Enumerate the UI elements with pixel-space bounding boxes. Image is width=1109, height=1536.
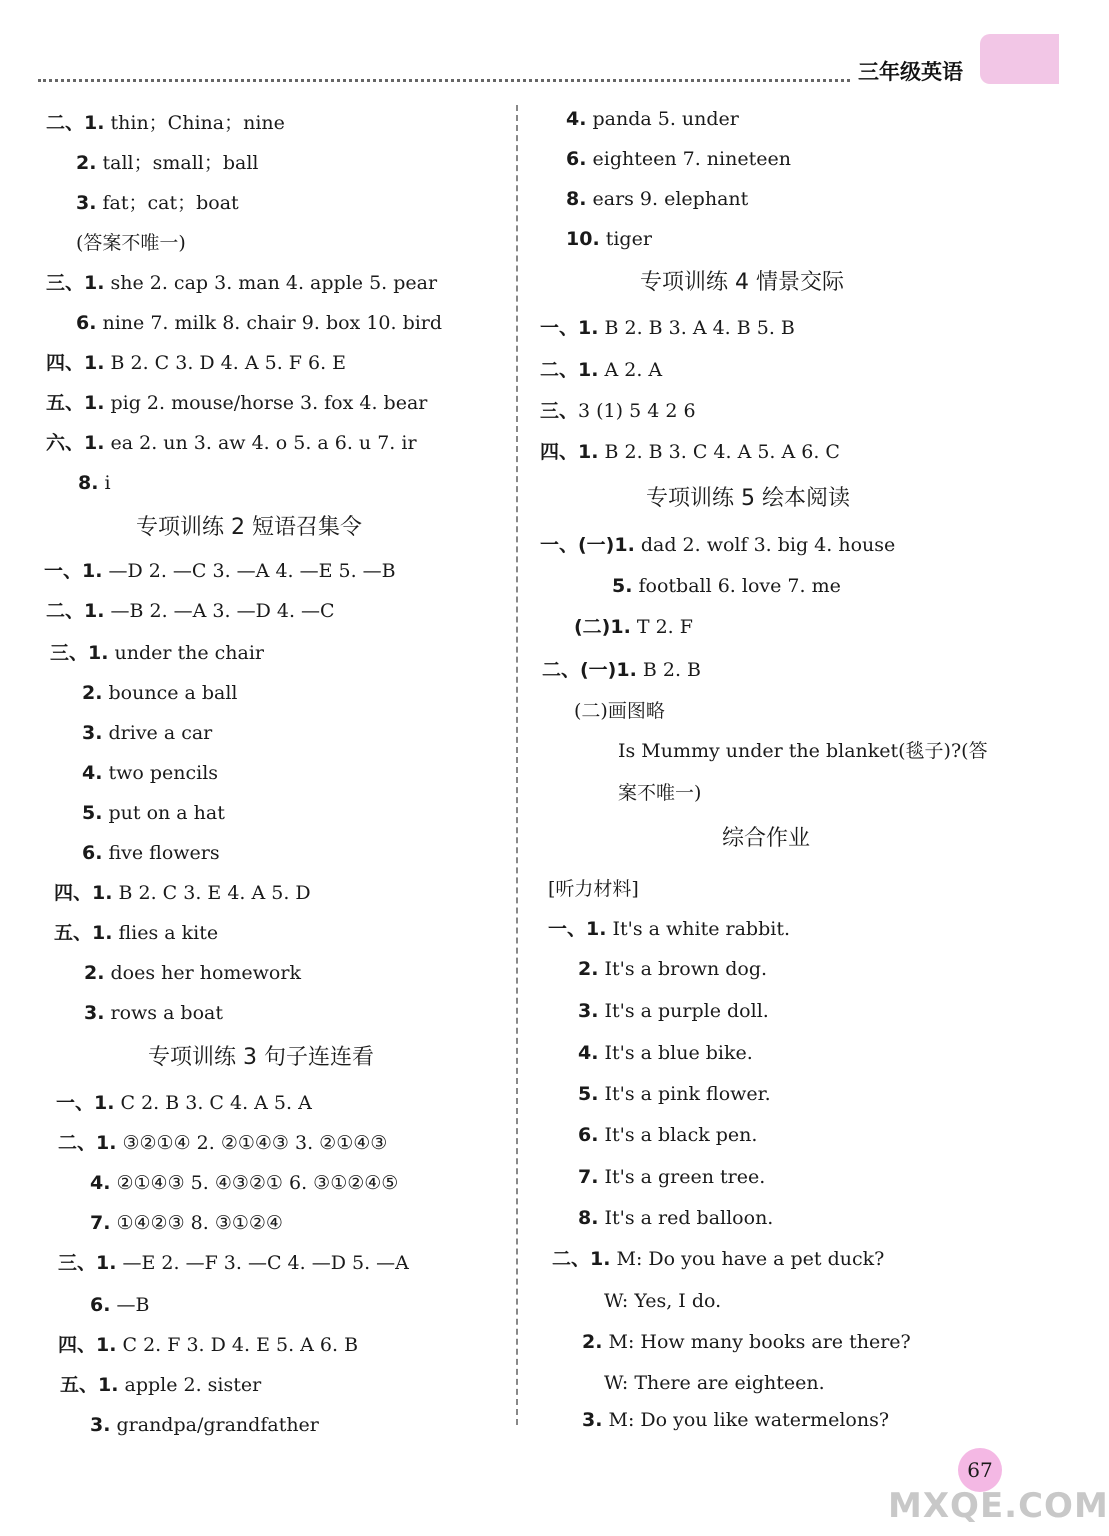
answer-text: It's a pink flower. (598, 1083, 771, 1105)
answer-text: two pencils (102, 762, 219, 784)
answer-text: panda 5. under (586, 108, 739, 130)
answer-text: dad 2. wolf 3. big 4. house (634, 534, 896, 556)
question-number: 2. (578, 958, 599, 980)
answer-line (578, 1122, 757, 1148)
answer-text: B 2. B 3. C 4. A 5. A 6. C (598, 441, 840, 463)
answer-line (548, 876, 639, 902)
answer-text: A 2. A (598, 359, 663, 381)
question-number: 三、1. (46, 272, 105, 294)
question-number: 8. (566, 188, 587, 210)
answer-line (618, 780, 701, 806)
answer-text: tall；small；ball (96, 152, 259, 174)
answer-text: 案不唯一) (618, 782, 702, 804)
question-number: 一、(一)1. (540, 534, 635, 556)
answer-text: grandpa/grandfather (110, 1414, 319, 1436)
answer-text: B 2. C 3. D 4. A 5. F 6. E (104, 352, 347, 374)
answer-text: apple 2. sister (118, 1374, 262, 1396)
question-number: 一、1. (540, 317, 599, 339)
question-number: 2. (582, 1331, 603, 1353)
answer-line (566, 186, 748, 212)
answer-text: B 2. B 3. A 4. B 5. B (598, 317, 795, 339)
answer-text: put on a hat (102, 802, 225, 824)
question-number: 4. (566, 108, 587, 130)
question-number: 4. (578, 1042, 599, 1064)
answer-text: football 6. love 7. me (632, 575, 841, 597)
answer-line (574, 614, 693, 640)
question-number: 一、1. (56, 1092, 115, 1114)
watermark: MXQE.COM (888, 1486, 1109, 1526)
answer-text: flies a kite (112, 922, 219, 944)
answer-text: M: How many books are there? (602, 1331, 911, 1353)
question-number: 四、1. (54, 882, 113, 904)
answer-text: —E 2. —F 3. —C 4. —D 5. —A (116, 1252, 409, 1274)
question-number: 3. (82, 722, 103, 744)
question-number: 6. (578, 1124, 599, 1146)
page-number: 67 (958, 1448, 1002, 1492)
answer-text: ①④②③ 8. ③①②④ (110, 1212, 283, 1234)
question-number: 8. (578, 1207, 599, 1229)
answer-line (566, 226, 652, 252)
section-title: 专项训练 3 句子连连看 (148, 1045, 374, 1070)
answer-line (582, 1407, 889, 1433)
answer-line (540, 398, 696, 424)
answer-text: under the chair (108, 642, 265, 664)
answer-line (578, 1081, 771, 1107)
question-number: 三、 (540, 400, 579, 422)
question-number: 6. (82, 842, 103, 864)
question-number: 二、1. (46, 112, 105, 134)
question-number: 3. (578, 1000, 599, 1022)
question-number: 4. (90, 1172, 111, 1194)
answer-text: i (98, 472, 111, 494)
answer-text: ea 2. un 3. aw 4. o 5. a 6. u 7. ir (104, 432, 417, 454)
answer-text: fat；cat；boat (96, 192, 239, 214)
question-number: 二、1. (46, 600, 105, 622)
answer-text: drive a car (102, 722, 213, 744)
answer-line (540, 357, 662, 383)
question-number: 5. (82, 802, 103, 824)
answer-text: It's a green tree. (598, 1166, 766, 1188)
answer-text: W: There are eighteen. (604, 1372, 825, 1394)
answer-text: It's a blue bike. (598, 1042, 753, 1064)
answer-line (578, 998, 769, 1024)
question-number: 7. (578, 1166, 599, 1188)
answer-text: bounce a ball (102, 682, 238, 704)
answer-text: B 2. C 3. E 4. A 5. D (112, 882, 311, 904)
answer-text: thin；China；nine (104, 112, 285, 134)
answer-line (578, 1040, 753, 1066)
answer-text: M: Do you like watermelons? (602, 1409, 890, 1431)
question-number: 三、1. (50, 642, 109, 664)
answer-line (566, 146, 791, 172)
question-number: 四、1. (540, 441, 599, 463)
answer-text: five flowers (102, 842, 220, 864)
question-number: 3. (582, 1409, 603, 1431)
answer-text: It's a white rabbit. (606, 918, 790, 940)
answer-text: W: Yes, I do. (604, 1290, 722, 1312)
answer-line (612, 573, 841, 599)
header-title: 三年级英语 (858, 60, 963, 84)
answer-text: It's a purple doll. (598, 1000, 769, 1022)
answer-text: —D 2. —C 3. —A 4. —E 5. —B (102, 560, 396, 582)
answer-line (540, 315, 795, 341)
answer-text: pig 2. mouse/horse 3. fox 4. bear (104, 392, 428, 414)
section-title: 专项训练 4 情景交际 (640, 270, 844, 295)
question-number: 8. (78, 472, 99, 494)
answer-line (542, 657, 701, 683)
answer-text: Is Mummy under the blanket(毯子)?(答 (618, 740, 988, 762)
section-title: 综合作业 (722, 826, 811, 851)
answer-text: ears 9. elephant (586, 188, 749, 210)
answer-line (574, 698, 665, 724)
question-number: 4. (82, 762, 103, 784)
question-number: 3. (76, 192, 97, 214)
answer-line (578, 956, 767, 982)
question-number: 二、1. (540, 359, 599, 381)
question-number: 5. (612, 575, 633, 597)
answer-line (540, 439, 840, 465)
question-number: 2. (84, 962, 105, 984)
question-number: 五、1. (54, 922, 113, 944)
answer-line (578, 1164, 765, 1190)
answer-text: It's a black pen. (598, 1124, 758, 1146)
answer-line (604, 1288, 721, 1314)
answer-line (548, 916, 790, 942)
question-number: 5. (578, 1083, 599, 1105)
answer-text: C 2. B 3. C 4. A 5. A (114, 1092, 312, 1114)
answer-text: eighteen 7. nineteen (586, 148, 791, 170)
answer-line (604, 1370, 825, 1396)
answer-text: does her homework (104, 962, 301, 984)
question-number: 二、(一)1. (542, 659, 637, 681)
section-title: 专项训练 2 短语召集令 (136, 515, 362, 540)
question-number: 2. (82, 682, 103, 704)
answer-text: B 2. B (636, 659, 701, 681)
question-number: 五、1. (46, 392, 105, 414)
question-number: 一、1. (44, 560, 103, 582)
answer-line (540, 532, 895, 558)
answer-text: (二)画图略 (574, 700, 665, 722)
answer-text: nine 7. milk 8. chair 9. box 10. bird (96, 312, 443, 334)
answer-text: 3 (1) 5 4 2 6 (578, 400, 696, 422)
section-title: 专项训练 5 绘本阅读 (646, 486, 850, 511)
answer-text: rows a boat (104, 1002, 223, 1024)
answer-text: she 2. cap 3. man 4. apple 5. pear (104, 272, 438, 294)
answer-text: tiger (599, 228, 652, 250)
question-number: 3. (90, 1414, 111, 1436)
question-number: 四、1. (58, 1334, 117, 1356)
answer-text: ③②①④ 2. ②①④③ 3. ②①④③ (116, 1132, 388, 1154)
question-number: 二、1. (58, 1132, 117, 1154)
answer-text: M: Do you have a pet duck? (610, 1248, 885, 1270)
answer-line (566, 106, 739, 132)
answer-line (618, 738, 988, 764)
question-number: 3. (84, 1002, 105, 1024)
question-number: 一、1. (548, 918, 607, 940)
answer-line (552, 1246, 884, 1272)
question-number: 六、1. (46, 432, 105, 454)
answer-line (578, 1205, 773, 1231)
answer-text: —B (110, 1294, 150, 1316)
question-number: 10. (566, 228, 600, 250)
question-number: 6. (566, 148, 587, 170)
answer-text: (答案不唯一) (76, 232, 186, 254)
answer-text: ②①④③ 5. ④③②① 6. ③①②④⑤ (110, 1172, 399, 1194)
question-number: (二)1. (574, 616, 631, 638)
question-number: 7. (90, 1212, 111, 1234)
question-number: 二、1. (552, 1248, 611, 1270)
question-number: 6. (90, 1294, 111, 1316)
answer-text: T 2. F (630, 616, 693, 638)
question-number: 三、1. (58, 1252, 117, 1274)
question-number: 2. (76, 152, 97, 174)
question-number: 四、1. (46, 352, 105, 374)
answer-text: It's a brown dog. (598, 958, 768, 980)
answer-text: C 2. F 3. D 4. E 5. A 6. B (116, 1334, 359, 1356)
question-number: 五、1. (60, 1374, 119, 1396)
answer-text: [听力材料] (548, 878, 639, 900)
answer-line (582, 1329, 911, 1355)
answer-text: —B 2. —A 3. —D 4. —C (104, 600, 335, 622)
question-number: 6. (76, 312, 97, 334)
answer-text: It's a red balloon. (598, 1207, 774, 1229)
